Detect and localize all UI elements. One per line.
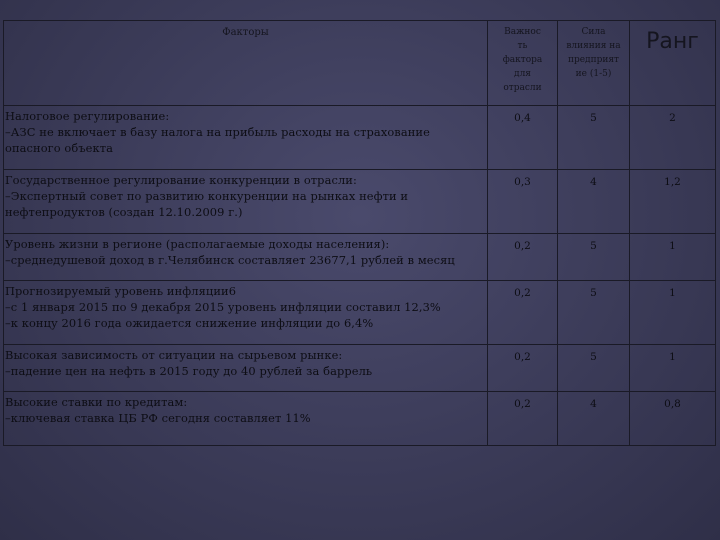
influence-cell: 4 (558, 392, 630, 446)
header-importance-line: отрасли (503, 83, 542, 93)
factor-line: Высокие ставки по кредитам: (5, 395, 188, 409)
header-influence-line: Сила (581, 27, 606, 37)
factor-cell (4, 392, 488, 446)
table-row (4, 170, 716, 234)
factor-cell (4, 281, 488, 345)
header-importance-line: фактора (502, 55, 543, 65)
importance-cell: 0,2 (488, 281, 558, 345)
factor-line: Прогнозируемый уровень инфляции6 (5, 284, 237, 298)
header-influence-line: ие (1-5) (575, 69, 612, 79)
rank-cell: 1 (630, 345, 716, 392)
table-row (4, 392, 716, 446)
factor-line: –к концу 2016 года ожидается снижение инфляции до 6,4% (5, 316, 374, 330)
importance-cell: 0,2 (488, 234, 558, 281)
rank-cell: 2 (630, 106, 716, 170)
header-influence (558, 21, 630, 106)
factor-line: –Экспертный совет по развитию конкуренции на рынках нефти и (5, 189, 409, 203)
factor-cell (4, 234, 488, 281)
importance-cell: 0,4 (488, 106, 558, 170)
factor-line: –падение цен на нефть в 2015 году до 40 рублей за баррель (5, 364, 373, 378)
table-row (4, 345, 716, 392)
rank-cell: 1,2 (630, 170, 716, 234)
table-row (4, 106, 716, 170)
factor-cell (4, 345, 488, 392)
header-importance-line: для (514, 69, 531, 79)
header-rank: Ранг (630, 21, 716, 106)
factor-cell (4, 170, 488, 234)
factor-cell (4, 106, 488, 170)
factor-line: –ключевая ставка ЦБ РФ сегодня составляет 11% (5, 411, 311, 425)
influence-cell: 5 (558, 281, 630, 345)
influence-cell: 5 (558, 106, 630, 170)
table-header-row (4, 21, 716, 106)
header-influence-line: влияния на (566, 41, 621, 51)
factor-line: Высокая зависимость от ситуации на сырьевом рынке: (5, 348, 343, 362)
factor-line: –АЗС не включает в базу налога на прибыль расходы на страхование (5, 125, 430, 139)
factors-table (3, 20, 716, 446)
influence-cell: 4 (558, 170, 630, 234)
influence-cell: 5 (558, 234, 630, 281)
factor-line: Налоговое регулирование: (5, 109, 170, 123)
rank-cell: 1 (630, 234, 716, 281)
importance-cell: 0,2 (488, 345, 558, 392)
factor-line: –среднедушевой доход в г.Челябинск составляет 23677,1 рублей в месяц (5, 253, 455, 267)
importance-cell: 0,3 (488, 170, 558, 234)
header-influence-line: предприят (567, 55, 620, 65)
importance-cell: 0,2 (488, 392, 558, 446)
factor-line: Уровень жизни в регионе (располагаемые доходы населения): (5, 237, 390, 251)
factor-line: Государственное регулирование конкуренции в отрасли: (5, 173, 357, 187)
factor-line: –с 1 января 2015 по 9 декабря 2015 уровень инфляции составил 12,3% (5, 300, 441, 314)
header-factors: Факторы (4, 21, 488, 106)
factor-line: опасного объекта (5, 141, 114, 155)
rank-cell: 1 (630, 281, 716, 345)
header-importance-line: ть (517, 41, 528, 51)
factor-line: нефтепродуктов (создан 12.10.2009 г.) (5, 205, 243, 219)
influence-cell: 5 (558, 345, 630, 392)
header-importance-line: Важнос (504, 27, 541, 37)
table-row (4, 281, 716, 345)
header-importance (488, 21, 558, 106)
table-row (4, 234, 716, 281)
rank-cell: 0,8 (630, 392, 716, 446)
